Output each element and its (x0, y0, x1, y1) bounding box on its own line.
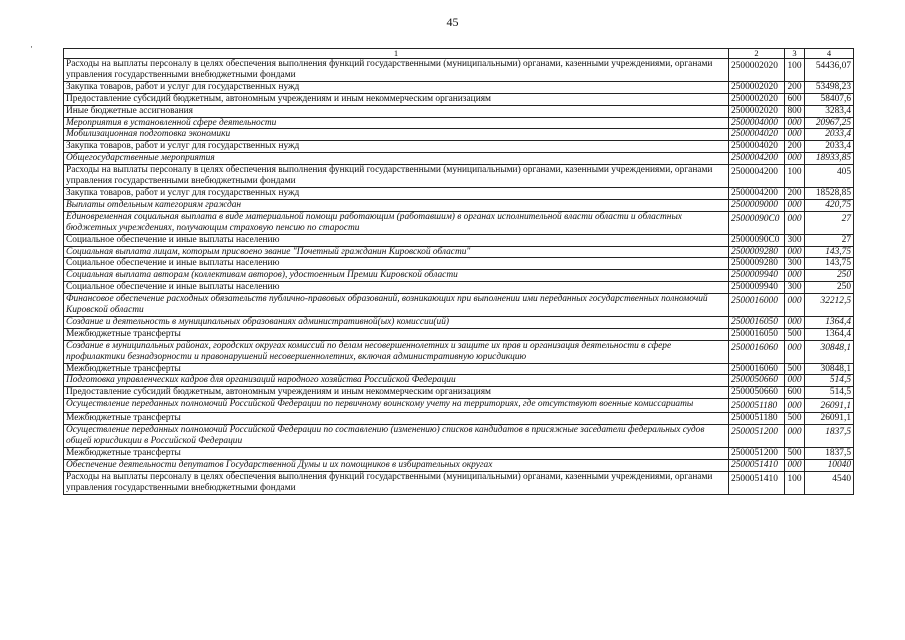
header-col-4: 4 (805, 49, 854, 59)
row-code: 2500004200 (729, 153, 785, 165)
row-expense-type: 000 (785, 459, 805, 471)
row-name: Межбюджетные трансферты (64, 328, 729, 340)
row-amount: 30848,1 (805, 340, 854, 363)
table-row (64, 328, 854, 340)
table-row (64, 141, 854, 153)
table-row (64, 153, 854, 165)
row-amount: 1837,5 (805, 425, 854, 448)
row-name: Межбюджетные трансферты (64, 413, 729, 425)
row-expense-type: 100 (785, 59, 805, 82)
header-row (64, 49, 854, 59)
table-row (64, 117, 854, 129)
table-row (64, 363, 854, 375)
row-code: 2500004020 (729, 129, 785, 141)
row-name: Социальное обеспечение и иные выплаты населению (64, 234, 729, 246)
row-expense-type: 000 (785, 399, 805, 413)
row-expense-type: 000 (785, 246, 805, 258)
row-code: 2500016050 (729, 328, 785, 340)
row-expense-type: 200 (785, 141, 805, 153)
row-amount: 1364,4 (805, 328, 854, 340)
table-row (64, 187, 854, 199)
row-code: 2500004000 (729, 117, 785, 129)
table-row (64, 234, 854, 246)
row-code: 2500051200 (729, 425, 785, 448)
row-amount: 143,75 (805, 258, 854, 270)
row-name: Осуществление переданных полномочий Российской Федерации по первичному воинскому учету на территориях, где отсутствуют военные комиссариаты (64, 399, 729, 413)
row-amount: 10040 (805, 459, 854, 471)
budget-table (63, 48, 854, 495)
row-amount: 3283,4 (805, 105, 854, 117)
table-row (64, 282, 854, 294)
row-code: 2500051410 (729, 459, 785, 471)
row-code: 2500016060 (729, 340, 785, 363)
row-amount: 20967,25 (805, 117, 854, 129)
row-code: 2500004200 (729, 165, 785, 188)
row-name: Расходы на выплаты персоналу в целях обеспечения выполнения функций государственными (муниципальными) органами, казенными учреждениями, органами управления государственными внебюджетными фондами (64, 471, 729, 494)
table-row (64, 471, 854, 494)
row-amount: 143,75 (805, 246, 854, 258)
row-name: Социальная выплата авторам (коллективам авторов), удостоенным Премии Кировской области (64, 270, 729, 282)
table-row (64, 105, 854, 117)
row-name: Расходы на выплаты персоналу в целях обеспечения выполнения функций государственными (муниципальными) органами, казенными учреждениями, органами управления государственными внебюджетными фондами (64, 59, 729, 82)
row-name: Межбюджетные трансферты (64, 363, 729, 375)
row-amount: 54436,07 (805, 59, 854, 82)
row-amount: 30848,1 (805, 363, 854, 375)
row-name: Закупка товаров, работ и услуг для государственных нужд (64, 187, 729, 199)
row-code: 2500051200 (729, 447, 785, 459)
row-code: 2500016060 (729, 363, 785, 375)
table-row (64, 375, 854, 387)
row-name: Закупка товаров, работ и услуг для государственных нужд (64, 81, 729, 93)
header-col-2: 2 (729, 49, 785, 59)
row-code: 2500051180 (729, 413, 785, 425)
row-name: Предоставление субсидий бюджетным, автономным учреждениям и иным некоммерческим организациям (64, 387, 729, 399)
row-name: Мобилизационная подготовка экономики (64, 129, 729, 141)
row-amount: 1364,4 (805, 316, 854, 328)
row-code: 2500050660 (729, 375, 785, 387)
table-row (64, 93, 854, 105)
row-code: 2500016000 (729, 294, 785, 317)
row-expense-type: 200 (785, 81, 805, 93)
table-row (64, 399, 854, 413)
row-expense-type: 600 (785, 387, 805, 399)
table-row (64, 316, 854, 328)
row-expense-type: 000 (785, 270, 805, 282)
table-row (64, 387, 854, 399)
page-number: 45 (446, 15, 459, 29)
row-expense-type: 500 (785, 328, 805, 340)
row-expense-type: 000 (785, 211, 805, 234)
row-amount: 27 (805, 211, 854, 234)
row-name: Выплаты отдельным категориям граждан (64, 199, 729, 211)
row-name: Расходы на выплаты персоналу в целях обеспечения выполнения функций государственными (муниципальными) органами, казенными учреждениями, органами управления государственными внебюджетными фондами (64, 165, 729, 188)
row-code: 2500002020 (729, 93, 785, 105)
row-name: Обеспечение деятельности депутатов Государственной Думы и их помощников в избирательных округах (64, 459, 729, 471)
row-code: 25000090С0 (729, 211, 785, 234)
row-code: 2500004200 (729, 187, 785, 199)
table-row (64, 59, 854, 82)
row-name: Межбюджетные трансферты (64, 447, 729, 459)
row-code: 25000090С0 (729, 234, 785, 246)
row-amount: 26091,1 (805, 399, 854, 413)
table-row (64, 81, 854, 93)
row-expense-type: 000 (785, 340, 805, 363)
header-col-1: 1 (64, 49, 729, 59)
row-amount: 514,5 (805, 387, 854, 399)
row-amount: 420,75 (805, 199, 854, 211)
row-amount: 27 (805, 234, 854, 246)
table-row (64, 199, 854, 211)
margin-dot: · (30, 42, 33, 52)
row-amount: 53498,23 (805, 81, 854, 93)
row-code: 2500002020 (729, 59, 785, 82)
row-code: 2500016050 (729, 316, 785, 328)
row-code: 2500051180 (729, 399, 785, 413)
row-expense-type: 000 (785, 316, 805, 328)
table-row (64, 258, 854, 270)
row-expense-type: 300 (785, 234, 805, 246)
row-code: 2500009280 (729, 258, 785, 270)
row-expense-type: 600 (785, 93, 805, 105)
row-expense-type: 800 (785, 105, 805, 117)
row-name: Закупка товаров, работ и услуг для государственных нужд (64, 141, 729, 153)
row-expense-type: 000 (785, 199, 805, 211)
row-expense-type: 300 (785, 258, 805, 270)
table-row (64, 211, 854, 234)
row-name: Общегосударственные мероприятия (64, 153, 729, 165)
table-row (64, 340, 854, 363)
row-expense-type: 000 (785, 425, 805, 448)
row-amount: 4540 (805, 471, 854, 494)
row-amount: 1837,5 (805, 447, 854, 459)
row-name: Иные бюджетные ассигнования (64, 105, 729, 117)
row-name: Предоставление субсидий бюджетным, автономным учреждениям и иным некоммерческим организациям (64, 93, 729, 105)
row-amount: 18528,85 (805, 187, 854, 199)
row-code: 2500009000 (729, 199, 785, 211)
row-name: Мероприятия в установленной сфере деятельности (64, 117, 729, 129)
table-row (64, 413, 854, 425)
row-expense-type: 200 (785, 187, 805, 199)
row-amount: 26091,1 (805, 413, 854, 425)
row-amount: 2033,4 (805, 141, 854, 153)
row-code: 2500050660 (729, 387, 785, 399)
row-amount: 58407,6 (805, 93, 854, 105)
row-name: Социальное обеспечение и иные выплаты населению (64, 282, 729, 294)
row-expense-type: 000 (785, 375, 805, 387)
row-name: Создание и деятельность в муниципальных образованиях административной(ых) комиссии(ий) (64, 316, 729, 328)
table-row (64, 165, 854, 188)
row-code: 2500009280 (729, 246, 785, 258)
table-row (64, 270, 854, 282)
header-col-3: 3 (785, 49, 805, 59)
table-row (64, 425, 854, 448)
row-amount: 250 (805, 282, 854, 294)
row-code: 2500009940 (729, 282, 785, 294)
row-code: 2500004020 (729, 141, 785, 153)
row-name: Подготовка управленческих кадров для организаций народного хозяйства Российской Федерации (64, 375, 729, 387)
row-amount: 32212,5 (805, 294, 854, 317)
table-row (64, 459, 854, 471)
row-name: Единовременная социальная выплата в виде материальной помощи работающим (работавшим) в органах исполнительной власти области и областных бюджетных учреждениях, получающим страховую пенсию по старости (64, 211, 729, 234)
table-row (64, 447, 854, 459)
row-code: 2500002020 (729, 105, 785, 117)
row-expense-type: 500 (785, 413, 805, 425)
row-name: Финансовое обеспечение расходных обязательств публично-правовых образований, возникающих при выполнении ими переданных государственных полномочий Кировской области (64, 294, 729, 317)
row-expense-type: 100 (785, 471, 805, 494)
row-expense-type: 500 (785, 363, 805, 375)
row-expense-type: 000 (785, 153, 805, 165)
row-expense-type: 000 (785, 129, 805, 141)
row-code: 2500051410 (729, 471, 785, 494)
row-code: 2500009940 (729, 270, 785, 282)
table-row (64, 129, 854, 141)
row-name: Социальная выплата лицам, которым присвоено звание "Почетный гражданин Кировской области" (64, 246, 729, 258)
row-expense-type: 000 (785, 117, 805, 129)
row-name: Социальное обеспечение и иные выплаты населению (64, 258, 729, 270)
table-row (64, 294, 854, 317)
row-expense-type: 100 (785, 165, 805, 188)
row-name: Осуществление переданных полномочий Российской Федерации по составлению (изменению) списков кандидатов в присяжные заседатели федеральных судов общей юрисдикции в Российской Федерации (64, 425, 729, 448)
row-expense-type: 300 (785, 282, 805, 294)
row-expense-type: 500 (785, 447, 805, 459)
row-code: 2500002020 (729, 81, 785, 93)
row-amount: 250 (805, 270, 854, 282)
row-amount: 405 (805, 165, 854, 188)
row-amount: 2033,4 (805, 129, 854, 141)
row-expense-type: 000 (785, 294, 805, 317)
row-amount: 514,5 (805, 375, 854, 387)
table-row (64, 246, 854, 258)
row-name: Создание в муниципальных районах, городских округах комиссий по делам несовершеннолетних и защите их прав и организация деятельности в сфере профилактики безнадзорности и правонарушений несовершеннолетних, включая административную юрисдикцию (64, 340, 729, 363)
row-amount: 18933,85 (805, 153, 854, 165)
